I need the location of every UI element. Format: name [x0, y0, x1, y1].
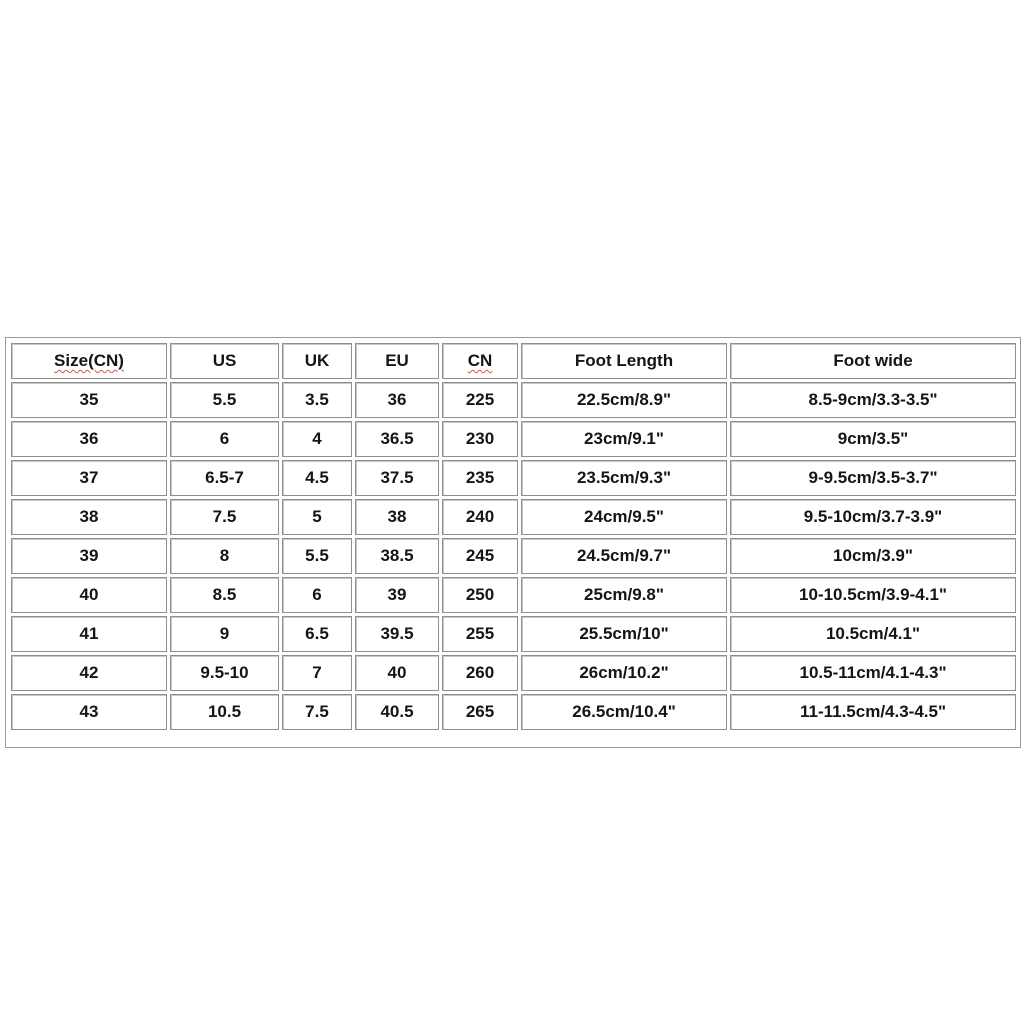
- cell-cn: 225: [442, 382, 518, 418]
- cell-size-cn: 39: [11, 538, 167, 574]
- cell-foot-length: 26cm/10.2": [521, 655, 727, 691]
- cell-cn: 250: [442, 577, 518, 613]
- cell-uk: 6.5: [282, 616, 352, 652]
- table-row: [11, 694, 1016, 730]
- cell-uk: 7: [282, 655, 352, 691]
- cell-cn: 265: [442, 694, 518, 730]
- cell-foot-length: 24cm/9.5": [521, 499, 727, 535]
- cell-foot-length: 22.5cm/8.9": [521, 382, 727, 418]
- cell-size-cn: 37: [11, 460, 167, 496]
- cell-uk: 5.5: [282, 538, 352, 574]
- cell-eu: 36.5: [355, 421, 439, 457]
- header-row: [11, 343, 1016, 379]
- header-cn-label: CN: [467, 351, 493, 370]
- cell-foot-wide: 9-9.5cm/3.5-3.7": [730, 460, 1016, 496]
- size-chart-body: [11, 382, 1016, 730]
- cell-cn: 235: [442, 460, 518, 496]
- header-uk: UK: [282, 343, 352, 379]
- cell-size-cn: 36: [11, 421, 167, 457]
- cell-eu: 39.5: [355, 616, 439, 652]
- header-eu: EU: [355, 343, 439, 379]
- cell-foot-wide: 10-10.5cm/3.9-4.1": [730, 577, 1016, 613]
- cell-us: 7.5: [170, 499, 279, 535]
- cell-eu: 38.5: [355, 538, 439, 574]
- cell-foot-wide: 10.5cm/4.1": [730, 616, 1016, 652]
- cell-uk: 4.5: [282, 460, 352, 496]
- cell-cn: 240: [442, 499, 518, 535]
- cell-eu: 36: [355, 382, 439, 418]
- cell-uk: 5: [282, 499, 352, 535]
- cell-cn: 255: [442, 616, 518, 652]
- cell-eu: 40: [355, 655, 439, 691]
- cell-foot-wide: 8.5-9cm/3.3-3.5": [730, 382, 1016, 418]
- cell-uk: 6: [282, 577, 352, 613]
- header-cn: [442, 343, 518, 379]
- cell-foot-wide: 9cm/3.5": [730, 421, 1016, 457]
- table-row: [11, 382, 1016, 418]
- cell-foot-length: 26.5cm/10.4": [521, 694, 727, 730]
- size-chart-table: [8, 340, 1019, 733]
- cell-uk: 7.5: [282, 694, 352, 730]
- cell-us: 6: [170, 421, 279, 457]
- cell-cn: 260: [442, 655, 518, 691]
- cell-size-cn: 41: [11, 616, 167, 652]
- cell-size-cn: 40: [11, 577, 167, 613]
- cell-size-cn: 35: [11, 382, 167, 418]
- table-row: [11, 538, 1016, 574]
- cell-foot-length: 25.5cm/10": [521, 616, 727, 652]
- size-chart-frame: [5, 337, 1021, 748]
- cell-eu: 40.5: [355, 694, 439, 730]
- cell-us: 5.5: [170, 382, 279, 418]
- cell-uk: 3.5: [282, 382, 352, 418]
- cell-size-cn: 42: [11, 655, 167, 691]
- cell-us: 6.5-7: [170, 460, 279, 496]
- table-row: [11, 421, 1016, 457]
- table-row: [11, 577, 1016, 613]
- table-row: [11, 460, 1016, 496]
- cell-us: 9: [170, 616, 279, 652]
- cell-cn: 245: [442, 538, 518, 574]
- cell-foot-length: 24.5cm/9.7": [521, 538, 727, 574]
- cell-cn: 230: [442, 421, 518, 457]
- cell-us: 8: [170, 538, 279, 574]
- header-us: US: [170, 343, 279, 379]
- cell-us: 10.5: [170, 694, 279, 730]
- table-row: [11, 655, 1016, 691]
- cell-foot-wide: 10.5-11cm/4.1-4.3": [730, 655, 1016, 691]
- cell-foot-length: 23cm/9.1": [521, 421, 727, 457]
- cell-eu: 37.5: [355, 460, 439, 496]
- cell-size-cn: 38: [11, 499, 167, 535]
- header-size-cn: [11, 343, 167, 379]
- table-row: [11, 616, 1016, 652]
- cell-foot-length: 25cm/9.8": [521, 577, 727, 613]
- cell-us: 9.5-10: [170, 655, 279, 691]
- cell-us: 8.5: [170, 577, 279, 613]
- cell-foot-wide: 9.5-10cm/3.7-3.9": [730, 499, 1016, 535]
- cell-uk: 4: [282, 421, 352, 457]
- header-foot-length: Foot Length: [521, 343, 727, 379]
- cell-foot-wide: 10cm/3.9": [730, 538, 1016, 574]
- size-chart-header: [11, 343, 1016, 379]
- table-row: [11, 499, 1016, 535]
- header-size-cn-label: Size(CN): [54, 351, 124, 370]
- cell-eu: 38: [355, 499, 439, 535]
- cell-eu: 39: [355, 577, 439, 613]
- cell-foot-wide: 11-11.5cm/4.3-4.5": [730, 694, 1016, 730]
- cell-foot-length: 23.5cm/9.3": [521, 460, 727, 496]
- header-foot-wide: Foot wide: [730, 343, 1016, 379]
- cell-size-cn: 43: [11, 694, 167, 730]
